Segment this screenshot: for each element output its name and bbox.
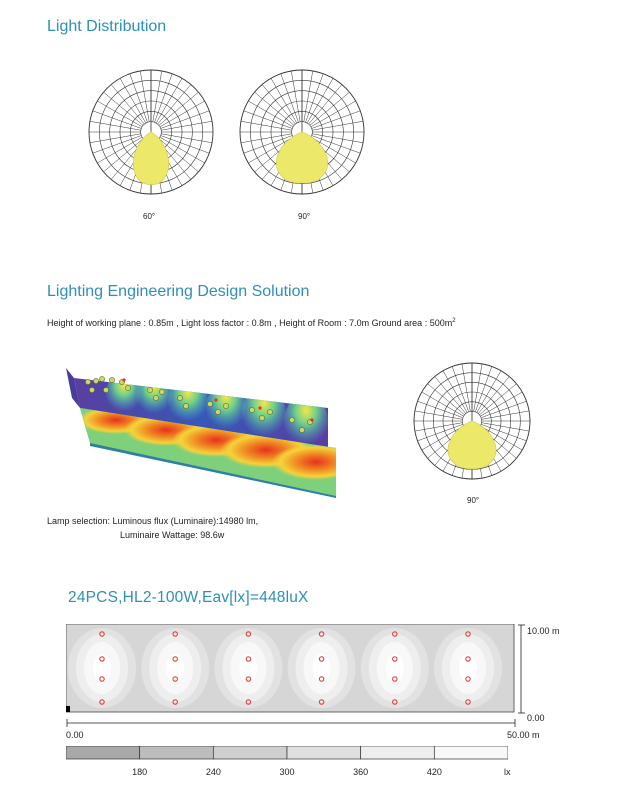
y-bottom-label: 0.00 (527, 713, 545, 723)
3d-lighting-simulation (66, 368, 336, 498)
parameters-text: Height of working plane : 0.85m , Light loss factor : 0.8m , Height of Room : 7.0m Ground area : 500m (47, 318, 453, 328)
illuminance-scale (66, 746, 508, 760)
design-parameters (47, 318, 456, 328)
x-axis (66, 718, 518, 728)
y-axis (517, 624, 527, 716)
scale-value: 300 (279, 767, 295, 777)
scale-cell (213, 746, 287, 759)
light-distribution-title: Light Distribution (47, 18, 167, 35)
lamp-selection-line2: Luminaire Wattage: 98.6w (120, 530, 225, 540)
x-right-label: 50.00 m (507, 730, 540, 740)
scale-cell (287, 746, 361, 759)
scale-value: 180 (132, 767, 148, 777)
beam-shape (133, 132, 169, 185)
scale-value: 240 (205, 767, 221, 777)
scale-value: 420 (426, 767, 442, 777)
origin-marker (66, 706, 70, 712)
x-left-label: 0.00 (66, 730, 84, 740)
beam-label-60: 60° (143, 212, 156, 221)
polar-diagram-60 (81, 65, 221, 200)
lamp-selection-line1: Lamp selection: Luminous flux (Luminaire):14980 lm, (47, 516, 259, 526)
scale-cell (66, 746, 140, 759)
scale-cell (140, 746, 214, 759)
scale-unit: lx (504, 767, 511, 777)
y-top-label: 10.00 m (527, 626, 560, 636)
beam-label-90: 90° (298, 212, 311, 221)
solution-beam-label: 90° (467, 496, 480, 505)
design-solution-title: Lighting Engineering Design Solution (47, 283, 310, 300)
scale-cell (434, 746, 508, 759)
polar-diagram-90 (232, 65, 372, 200)
isolux-plan (66, 624, 516, 716)
area-superscript: 2 (452, 318, 456, 324)
scale-value: 360 (353, 767, 369, 777)
beam-shape (276, 132, 328, 183)
beam-shape (448, 421, 496, 469)
polar-diagram-solution (407, 358, 537, 486)
layout-plan-title: 24PCS,HL2-100W,Eav[lx]=448luX (68, 589, 309, 606)
scale-cell (361, 746, 435, 759)
